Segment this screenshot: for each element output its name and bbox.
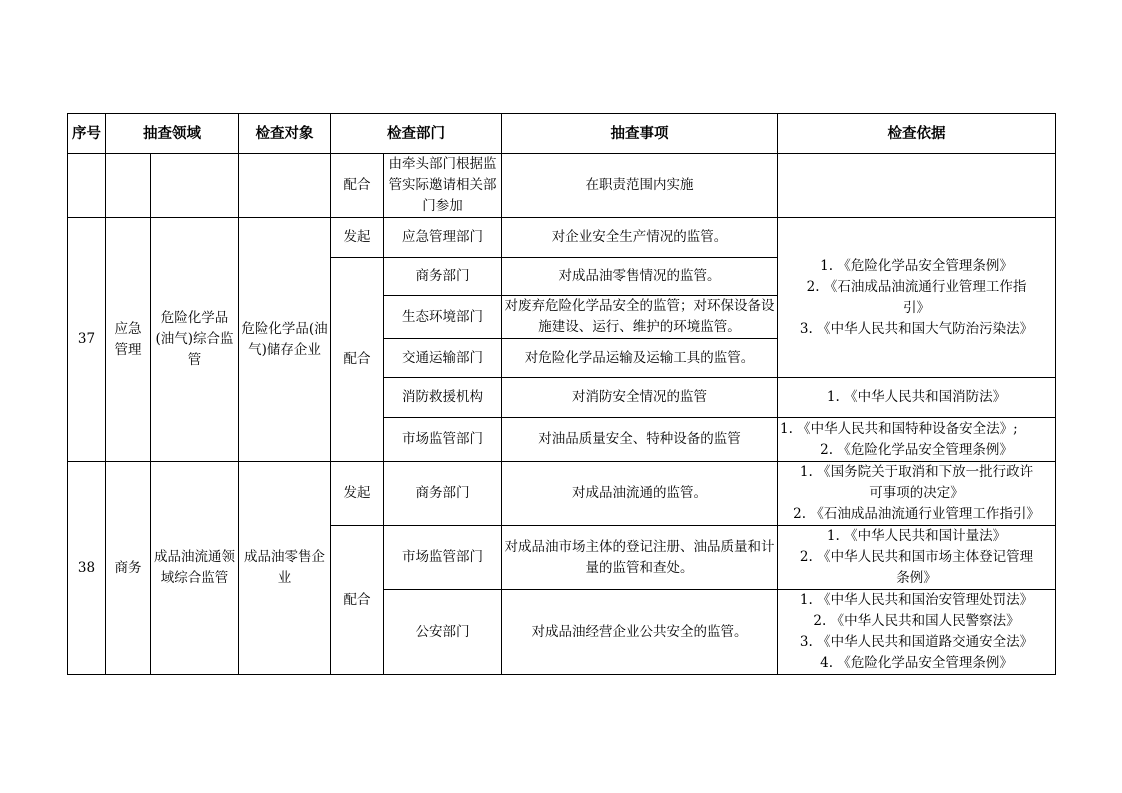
- header-item: 抽查事项: [502, 114, 778, 154]
- basis-line: 2. 《石油成品油流通行业管理工作指: [806, 278, 1027, 295]
- row-number: 37: [68, 218, 106, 462]
- empty-cell: [151, 154, 239, 218]
- empty-cell: [106, 154, 151, 218]
- basis-line: 3. 《中华人民共和国大气防治污染法》: [799, 320, 1034, 337]
- item-cell: 对废弃危险化学品安全的监管；对环保设备设施建设、运行、维护的环境监管。: [502, 296, 778, 339]
- basis-line: 2. 《石油成品油流通行业管理工作指引》: [793, 506, 1040, 522]
- item-cell: 在职责范围内实施: [502, 154, 778, 218]
- basis-line: 2. 《中华人民共和国市场主体登记管理: [799, 549, 1034, 565]
- role-cell: 发起: [331, 218, 384, 258]
- header-basis: 检查依据: [778, 114, 1056, 154]
- header-domain: 抽查领域: [106, 114, 239, 154]
- item-cell: 对成品油流通的监管。: [502, 462, 778, 526]
- dept-cell: 消防救援机构: [384, 378, 502, 418]
- basis-line: 1. 《中华人民共和国计量法》: [826, 528, 1007, 544]
- header-row: [68, 114, 1056, 154]
- row-number: 38: [68, 462, 106, 675]
- item-cell: 对企业安全生产情况的监管。: [502, 218, 778, 258]
- dept-cell: 由牵头部门根据监管实际邀请相关部门参加: [384, 154, 502, 218]
- table-row: [68, 154, 1056, 218]
- basis-line: 引》: [903, 299, 930, 316]
- header-dept: 检查部门: [331, 114, 502, 154]
- field-cell: 成品油流通领域综合监管: [151, 462, 239, 675]
- header-target: 检查对象: [239, 114, 331, 154]
- role-cell: 配合: [331, 526, 384, 675]
- item-cell: 对危险化学品运输及运输工具的监管。: [502, 339, 778, 378]
- inspection-table: [67, 113, 1056, 675]
- table-row: [68, 462, 1056, 526]
- field-cell: 危险化学品(油气)综合监管: [151, 218, 239, 462]
- basis-cell: [778, 218, 1056, 378]
- empty-cell: [68, 154, 106, 218]
- basis-line: 1. 《国务院关于取消和下放一批行政许: [799, 464, 1034, 480]
- target-cell: 成品油零售企业: [239, 462, 331, 675]
- dept-cell: 商务部门: [384, 258, 502, 296]
- dept-cell: 公安部门: [384, 590, 502, 675]
- dept-cell: 市场监管部门: [384, 526, 502, 590]
- basis-line: 3. 《中华人民共和国道路交通安全法》: [799, 634, 1034, 650]
- empty-cell: [239, 154, 331, 218]
- basis-line: 条例》: [896, 570, 937, 586]
- basis-line: 2. 《中华人民共和国人民警察法》: [813, 613, 1020, 629]
- item-cell: 对成品油零售情况的监管。: [502, 258, 778, 296]
- dept-cell: 商务部门: [384, 462, 502, 526]
- role-cell: 发起: [331, 462, 384, 526]
- basis-cell: [778, 590, 1056, 675]
- dept-cell: 生态环境部门: [384, 296, 502, 339]
- role-cell: 配合: [331, 154, 384, 218]
- domain-cell: 应急管理: [106, 218, 151, 462]
- item-cell: 对成品油市场主体的登记注册、油品质量和计量的监管和查处。: [502, 526, 778, 590]
- basis-line: 可事项的决定》: [869, 485, 964, 501]
- basis-line: 1. 《中华人民共和国特种设备安全法》;: [780, 420, 1018, 437]
- role-cell: 配合: [331, 258, 384, 462]
- basis-line: 1. 《中华人民共和国治安管理处罚法》: [799, 592, 1034, 608]
- empty-cell: [778, 154, 1056, 218]
- dept-cell: 市场监管部门: [384, 418, 502, 462]
- basis-line: 1. 《危险化学品安全管理条例》: [820, 257, 1013, 274]
- dept-cell: 交通运输部门: [384, 339, 502, 378]
- item-cell: 对成品油经营企业公共安全的监管。: [502, 590, 778, 675]
- item-cell: 对油品质量安全、特种设备的监管: [502, 418, 778, 462]
- table-row: [68, 218, 1056, 258]
- basis-cell: [778, 418, 1056, 462]
- basis-cell: [778, 462, 1056, 526]
- domain-cell: 商务: [106, 462, 151, 675]
- basis-line: 2. 《危险化学品安全管理条例》: [820, 441, 1013, 458]
- basis-cell: [778, 526, 1056, 590]
- basis-cell: 1. 《中华人民共和国消防法》: [778, 378, 1056, 418]
- item-cell: 对消防安全情况的监管: [502, 378, 778, 418]
- target-cell: 危险化学品(油气)储存企业: [239, 218, 331, 462]
- dept-cell: 应急管理部门: [384, 218, 502, 258]
- basis-line: 4. 《危险化学品安全管理条例》: [820, 655, 1013, 671]
- header-no: 序号: [68, 114, 106, 154]
